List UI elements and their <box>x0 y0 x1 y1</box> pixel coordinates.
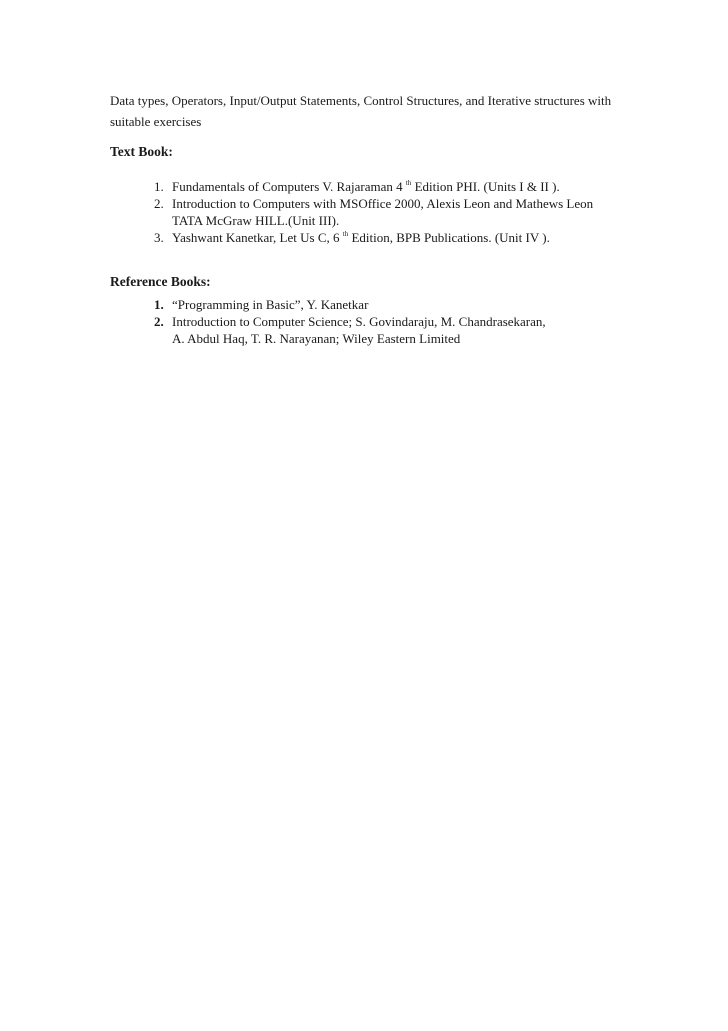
reference-book-item-2-line-2: A. Abdul Haq, T. R. Narayanan; Wiley Eastern Limited <box>172 331 461 346</box>
reference-book-item-1 <box>0 296 652 313</box>
reference-book-item-2-line-1: Introduction to Computer Science; S. Govindaraju, M. Chandrasekaran, <box>172 314 546 329</box>
intro-line-2: suitable exercises <box>110 114 202 129</box>
text-book-item-1-text-a: Fundamentals of Computers V. Rajaraman 4 <box>172 179 403 194</box>
list-number: 3. <box>154 230 164 245</box>
text-book-item-2 <box>0 195 652 229</box>
ordinal-superscript: th <box>342 230 349 238</box>
list-number: 1. <box>154 297 164 312</box>
list-number: 2. <box>154 196 164 211</box>
intro-line-1: Data types, Operators, Input/Output Statements, Control Structures, and Iterative structures with <box>110 93 612 108</box>
text-book-list <box>0 178 652 246</box>
reference-book-item-2 <box>0 313 652 347</box>
syllabus-topics-paragraph <box>110 90 670 132</box>
list-number: 1. <box>154 179 164 194</box>
ordinal-superscript: th <box>405 179 412 187</box>
text-book-heading: Text Book: <box>110 144 173 159</box>
reference-books-heading: Reference Books: <box>110 274 211 289</box>
text-book-item-1 <box>0 178 652 195</box>
reference-books-list <box>0 296 652 347</box>
text-book-item-3-text-a: Yashwant Kanetkar, Let Us C, 6 <box>172 230 340 245</box>
text-book-item-2-line-2: TATA McGraw HILL.(Unit III). <box>172 213 340 228</box>
list-number: 2. <box>154 314 164 329</box>
text-book-item-3-text-b: Edition, BPB Publications. (Unit IV ). <box>351 230 550 245</box>
text-book-item-3 <box>0 229 652 246</box>
text-book-item-1-text-b: Edition PHI. (Units I & II ). <box>414 179 560 194</box>
reference-book-item-1-text: “Programming in Basic”, Y. Kanetkar <box>172 297 369 312</box>
text-book-item-2-line-1: Introduction to Computers with MSOffice 2000, Alexis Leon and Mathews Leon <box>172 196 594 211</box>
